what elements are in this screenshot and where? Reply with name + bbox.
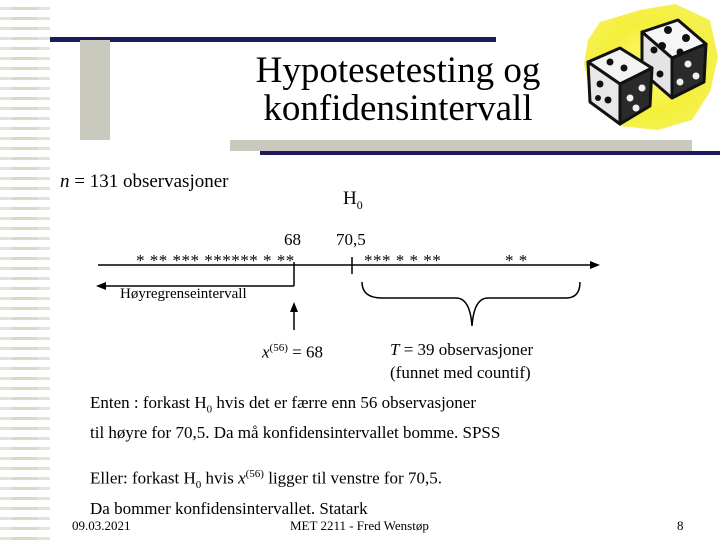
t-variable: T [390, 340, 400, 359]
tick-label-70-5: 70,5 [336, 230, 366, 249]
x-value: = 68 [287, 342, 323, 362]
eller-x-superscript: (56) [245, 468, 264, 480]
footer-course: MET 2211 - Fred Wenstøp [290, 518, 429, 533]
eller-subscript: 0 [195, 479, 202, 492]
n-value: = 131 observasjoner [69, 171, 229, 192]
title-line-2: konfidensintervall [263, 88, 533, 129]
enten-subscript: 0 [206, 403, 213, 416]
eller-text-a: Eller: forkast H [90, 468, 196, 488]
tick-label-68: 68 [284, 230, 301, 249]
t-value: = 39 observasjoner [399, 340, 534, 359]
title-line-1: Hypotesetesting og [255, 50, 541, 91]
x-variable: x [262, 342, 270, 362]
t-note: (funnet med countif) [390, 363, 531, 382]
observation-stars-middle: *** * * ** [364, 251, 442, 270]
t-statistic [390, 338, 533, 384]
h0-subscript: 0 [356, 197, 363, 212]
eller-text-b: hvis [201, 468, 239, 488]
enten-text-line2: til høyre for 70,5. Da må konfidensintervallet bomme. SPSS [90, 423, 501, 443]
eller-x-variable: x [238, 468, 246, 488]
pointer-68-arrowhead [290, 302, 298, 312]
interval-arrowhead [96, 282, 106, 290]
enten-paragraph [90, 391, 500, 444]
footer-page-number: 8 [677, 518, 684, 533]
eller-paragraph [90, 463, 442, 520]
footer-date: 09.03.2021 [72, 518, 131, 533]
observation-stars-right: * * [505, 251, 528, 270]
eller-text-line2: Da bommer konfidensintervallet. Statark [90, 499, 368, 519]
enten-text-a: Enten : forkast H [90, 393, 207, 412]
observation-stars-left: * ** *** ****** * ** [136, 251, 295, 270]
n-variable: n [60, 171, 70, 192]
enten-text-b: hvis det er færre enn 56 observasjoner [212, 393, 476, 412]
eller-text-c: ligger til venstre for 70,5. [263, 468, 442, 488]
right-brace [362, 282, 580, 326]
order-statistic [262, 342, 323, 363]
number-line-arrowhead [590, 261, 600, 269]
interval-label: Høyregrenseintervall [120, 286, 247, 302]
h0-letter: H [343, 188, 357, 209]
x-superscript: (56) [269, 342, 288, 354]
